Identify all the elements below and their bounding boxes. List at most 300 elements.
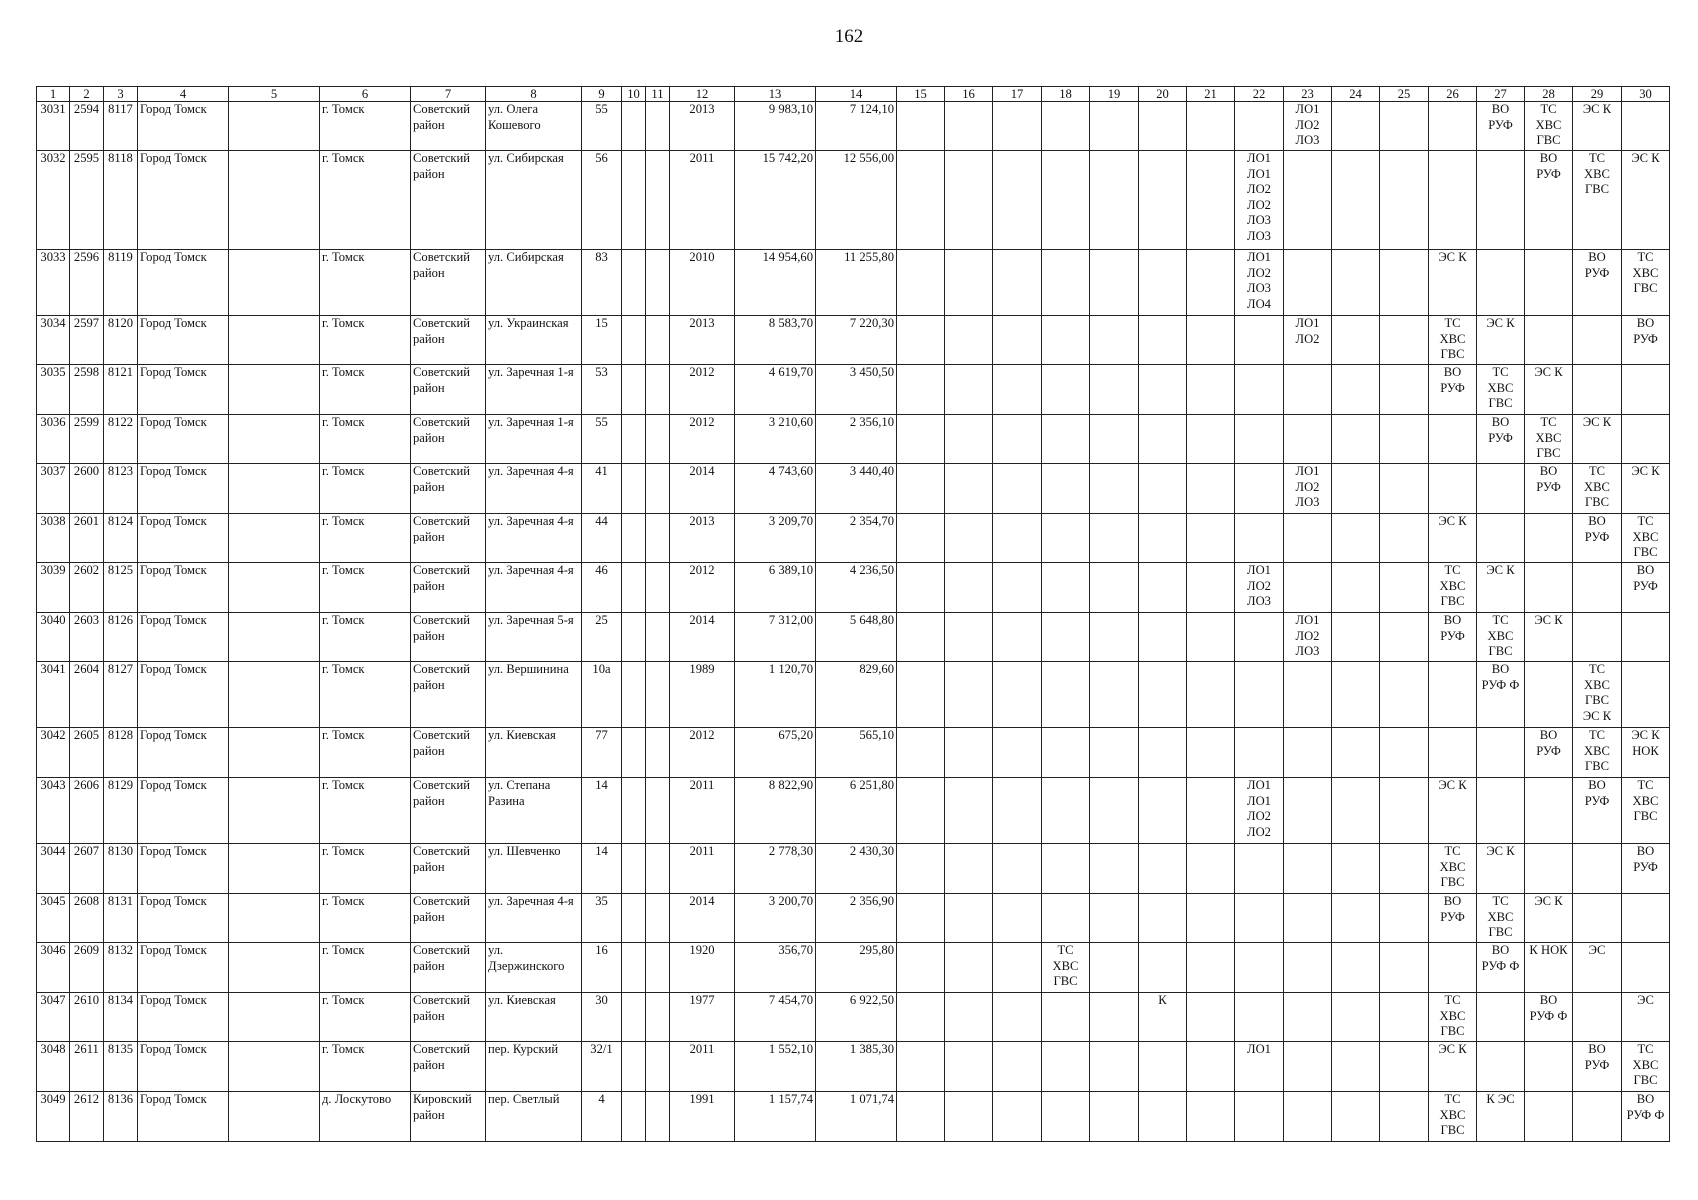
- cell-col-9: 46: [582, 563, 622, 613]
- cell-col-29: [1573, 844, 1622, 894]
- cell-col-18: [1042, 415, 1090, 464]
- cell-col-5: [229, 102, 320, 151]
- cell-col-17: [993, 464, 1042, 514]
- cell-col-6: г. Томск: [320, 316, 411, 365]
- cell-col-12: 1977: [670, 993, 735, 1042]
- cell-col-12: 2011: [670, 151, 735, 250]
- cell-col-23: [1284, 943, 1332, 993]
- cell-col-13: 14 954,60: [735, 250, 816, 316]
- table-row: [37, 993, 1670, 1042]
- cell-col-27: [1477, 1042, 1525, 1092]
- cell-col-10: [622, 894, 646, 943]
- cell-col-10: [622, 365, 646, 415]
- table-row: [37, 894, 1670, 943]
- cell-col-26: [1429, 102, 1477, 151]
- cell-col-5: [229, 365, 320, 415]
- cell-col-1: 3034: [37, 316, 70, 365]
- cell-col-7: Советский район: [411, 943, 486, 993]
- column-header-7: 7: [411, 87, 486, 102]
- cell-col-8: ул. Киевская: [486, 728, 582, 778]
- cell-col-30: ЭС К: [1622, 151, 1670, 250]
- cell-col-23: [1284, 563, 1332, 613]
- cell-col-7: Советский район: [411, 894, 486, 943]
- cell-col-29: [1573, 1092, 1622, 1142]
- column-header-13: 13: [735, 87, 816, 102]
- cell-col-12: 2011: [670, 844, 735, 894]
- column-header-11: 11: [646, 87, 670, 102]
- cell-col-26: ТС ХВС ГВС: [1429, 993, 1477, 1042]
- cell-col-16: [945, 365, 993, 415]
- cell-col-25: [1380, 151, 1429, 250]
- cell-col-20: [1139, 514, 1187, 563]
- table-row: [37, 943, 1670, 993]
- cell-col-5: [229, 514, 320, 563]
- cell-col-2: 2605: [70, 728, 104, 778]
- cell-col-6: г. Томск: [320, 1042, 411, 1092]
- cell-col-25: [1380, 1092, 1429, 1142]
- cell-col-28: ТС ХВС ГВС: [1525, 102, 1573, 151]
- cell-col-12: 2010: [670, 250, 735, 316]
- cell-col-8: пер. Курский: [486, 1042, 582, 1092]
- cell-col-4: Город Томск: [138, 514, 229, 563]
- cell-col-15: [897, 613, 945, 662]
- cell-col-22: ЛО1 ЛО1 ЛО2 ЛО2 ЛО3 ЛО3: [1235, 151, 1284, 250]
- column-header-23: 23: [1284, 87, 1332, 102]
- column-header-4: 4: [138, 87, 229, 102]
- cell-col-4: Город Томск: [138, 415, 229, 464]
- cell-col-14: 565,10: [816, 728, 897, 778]
- cell-col-5: [229, 993, 320, 1042]
- cell-col-7: Советский район: [411, 250, 486, 316]
- column-header-20: 20: [1139, 87, 1187, 102]
- cell-col-16: [945, 464, 993, 514]
- cell-col-8: ул. Дзержинского: [486, 943, 582, 993]
- cell-col-28: [1525, 563, 1573, 613]
- cell-col-18: [1042, 613, 1090, 662]
- cell-col-15: [897, 464, 945, 514]
- cell-col-19: [1090, 1042, 1139, 1092]
- cell-col-24: [1332, 1092, 1380, 1142]
- cell-col-21: [1187, 514, 1235, 563]
- cell-col-7: Советский район: [411, 844, 486, 894]
- cell-col-7: Советский район: [411, 1042, 486, 1092]
- cell-col-19: [1090, 102, 1139, 151]
- cell-col-4: Город Томск: [138, 250, 229, 316]
- table-row: [37, 250, 1670, 316]
- cell-col-2: 2594: [70, 102, 104, 151]
- cell-col-8: ул. Степана Разина: [486, 778, 582, 844]
- table-row: [37, 1042, 1670, 1092]
- cell-col-5: [229, 613, 320, 662]
- cell-col-23: ЛО1 ЛО2 ЛО3: [1284, 613, 1332, 662]
- cell-col-20: [1139, 1042, 1187, 1092]
- column-header-6: 6: [320, 87, 411, 102]
- cell-col-17: [993, 563, 1042, 613]
- cell-col-11: [646, 415, 670, 464]
- cell-col-16: [945, 514, 993, 563]
- cell-col-25: [1380, 613, 1429, 662]
- cell-col-28: ЭС К: [1525, 613, 1573, 662]
- cell-col-26: ВО РУФ: [1429, 365, 1477, 415]
- cell-col-4: Город Томск: [138, 613, 229, 662]
- column-header-22: 22: [1235, 87, 1284, 102]
- cell-col-18: [1042, 464, 1090, 514]
- cell-col-23: [1284, 844, 1332, 894]
- cell-col-25: [1380, 250, 1429, 316]
- cell-col-8: ул. Киевская: [486, 993, 582, 1042]
- cell-col-29: [1573, 563, 1622, 613]
- cell-col-17: [993, 943, 1042, 993]
- cell-col-21: [1187, 563, 1235, 613]
- cell-col-5: [229, 844, 320, 894]
- cell-col-17: [993, 1042, 1042, 1092]
- cell-col-23: ЛО1 ЛО2: [1284, 316, 1332, 365]
- cell-col-14: 829,60: [816, 662, 897, 728]
- cell-col-14: 2 356,10: [816, 415, 897, 464]
- cell-col-6: г. Томск: [320, 102, 411, 151]
- cell-col-14: 12 556,00: [816, 151, 897, 250]
- cell-col-17: [993, 151, 1042, 250]
- column-header-16: 16: [945, 87, 993, 102]
- cell-col-17: [993, 415, 1042, 464]
- cell-col-30: ВО РУФ: [1622, 316, 1670, 365]
- cell-col-6: г. Томск: [320, 894, 411, 943]
- cell-col-21: [1187, 943, 1235, 993]
- cell-col-7: Советский район: [411, 316, 486, 365]
- cell-col-26: ТС ХВС ГВС: [1429, 563, 1477, 613]
- cell-col-3: 8122: [104, 415, 138, 464]
- cell-col-24: [1332, 613, 1380, 662]
- cell-col-27: [1477, 151, 1525, 250]
- cell-col-8: ул. Заречная 4-я: [486, 464, 582, 514]
- cell-col-2: 2610: [70, 993, 104, 1042]
- cell-col-5: [229, 151, 320, 250]
- cell-col-23: [1284, 365, 1332, 415]
- cell-col-12: 2014: [670, 894, 735, 943]
- cell-col-29: ТС ХВС ГВС ЭС К: [1573, 662, 1622, 728]
- cell-col-18: [1042, 514, 1090, 563]
- column-header-1: 1: [37, 87, 70, 102]
- cell-col-20: [1139, 894, 1187, 943]
- cell-col-30: ЭС: [1622, 993, 1670, 1042]
- column-header-8: 8: [486, 87, 582, 102]
- cell-col-30: [1622, 662, 1670, 728]
- cell-col-15: [897, 102, 945, 151]
- column-header-18: 18: [1042, 87, 1090, 102]
- column-header-29: 29: [1573, 87, 1622, 102]
- cell-col-7: Советский район: [411, 464, 486, 514]
- cell-col-5: [229, 728, 320, 778]
- cell-col-30: ВО РУФ: [1622, 563, 1670, 613]
- cell-col-20: [1139, 613, 1187, 662]
- cell-col-2: 2601: [70, 514, 104, 563]
- cell-col-4: Город Томск: [138, 1042, 229, 1092]
- cell-col-27: ЭС К: [1477, 844, 1525, 894]
- cell-col-20: [1139, 151, 1187, 250]
- cell-col-18: [1042, 728, 1090, 778]
- cell-col-9: 10а: [582, 662, 622, 728]
- cell-col-25: [1380, 662, 1429, 728]
- cell-col-14: 7 124,10: [816, 102, 897, 151]
- cell-col-16: [945, 102, 993, 151]
- cell-col-12: 2012: [670, 563, 735, 613]
- cell-col-8: ул. Украинская: [486, 316, 582, 365]
- cell-col-18: [1042, 563, 1090, 613]
- cell-col-24: [1332, 943, 1380, 993]
- cell-col-27: [1477, 250, 1525, 316]
- cell-col-25: [1380, 464, 1429, 514]
- cell-col-3: 8131: [104, 894, 138, 943]
- cell-col-26: ЭС К: [1429, 1042, 1477, 1092]
- cell-col-13: 9 983,10: [735, 102, 816, 151]
- cell-col-19: [1090, 993, 1139, 1042]
- cell-col-17: [993, 102, 1042, 151]
- cell-col-11: [646, 514, 670, 563]
- cell-col-6: г. Томск: [320, 993, 411, 1042]
- cell-col-25: [1380, 1042, 1429, 1092]
- cell-col-16: [945, 613, 993, 662]
- cell-col-17: [993, 613, 1042, 662]
- cell-col-22: ЛО1 ЛО1 ЛО2 ЛО2: [1235, 778, 1284, 844]
- cell-col-14: 2 430,30: [816, 844, 897, 894]
- cell-col-12: 2011: [670, 1042, 735, 1092]
- cell-col-15: [897, 316, 945, 365]
- cell-col-9: 35: [582, 894, 622, 943]
- cell-col-27: К ЭС: [1477, 1092, 1525, 1142]
- cell-col-14: 2 354,70: [816, 514, 897, 563]
- cell-col-14: 6 922,50: [816, 993, 897, 1042]
- table-row: [37, 151, 1670, 250]
- cell-col-15: [897, 943, 945, 993]
- cell-col-4: Город Томск: [138, 1092, 229, 1142]
- cell-col-15: [897, 250, 945, 316]
- cell-col-11: [646, 365, 670, 415]
- cell-col-30: ТС ХВС ГВС: [1622, 514, 1670, 563]
- cell-col-25: [1380, 943, 1429, 993]
- cell-col-19: [1090, 613, 1139, 662]
- cell-col-7: Советский район: [411, 102, 486, 151]
- cell-col-15: [897, 844, 945, 894]
- cell-col-9: 16: [582, 943, 622, 993]
- cell-col-1: 3038: [37, 514, 70, 563]
- cell-col-7: Советский район: [411, 728, 486, 778]
- table-row: [37, 613, 1670, 662]
- table-row: [37, 365, 1670, 415]
- cell-col-25: [1380, 415, 1429, 464]
- cell-col-28: ЭС К: [1525, 894, 1573, 943]
- cell-col-22: [1235, 894, 1284, 943]
- cell-col-8: ул. Заречная 4-я: [486, 894, 582, 943]
- cell-col-16: [945, 1042, 993, 1092]
- cell-col-17: [993, 662, 1042, 728]
- cell-col-27: [1477, 514, 1525, 563]
- cell-col-11: [646, 613, 670, 662]
- cell-col-21: [1187, 894, 1235, 943]
- cell-col-28: [1525, 1092, 1573, 1142]
- cell-col-20: [1139, 316, 1187, 365]
- cell-col-17: [993, 728, 1042, 778]
- cell-col-13: 3 200,70: [735, 894, 816, 943]
- cell-col-6: г. Томск: [320, 151, 411, 250]
- cell-col-18: [1042, 365, 1090, 415]
- cell-col-10: [622, 514, 646, 563]
- cell-col-12: 2012: [670, 415, 735, 464]
- cell-col-4: Город Томск: [138, 894, 229, 943]
- column-header-12: 12: [670, 87, 735, 102]
- column-header-28: 28: [1525, 87, 1573, 102]
- cell-col-9: 30: [582, 993, 622, 1042]
- cell-col-17: [993, 514, 1042, 563]
- cell-col-1: 3031: [37, 102, 70, 151]
- cell-col-15: [897, 1092, 945, 1142]
- cell-col-7: Советский район: [411, 415, 486, 464]
- table-row: [37, 728, 1670, 778]
- cell-col-29: [1573, 993, 1622, 1042]
- cell-col-22: [1235, 613, 1284, 662]
- cell-col-13: 7 454,70: [735, 993, 816, 1042]
- cell-col-28: [1525, 1042, 1573, 1092]
- cell-col-3: 8134: [104, 993, 138, 1042]
- cell-col-19: [1090, 778, 1139, 844]
- cell-col-3: 8129: [104, 778, 138, 844]
- cell-col-2: 2603: [70, 613, 104, 662]
- cell-col-24: [1332, 993, 1380, 1042]
- cell-col-10: [622, 464, 646, 514]
- cell-col-5: [229, 464, 320, 514]
- cell-col-13: 3 209,70: [735, 514, 816, 563]
- cell-col-8: ул. Олега Кошевого: [486, 102, 582, 151]
- cell-col-26: [1429, 943, 1477, 993]
- cell-col-21: [1187, 778, 1235, 844]
- cell-col-3: 8136: [104, 1092, 138, 1142]
- cell-col-11: [646, 844, 670, 894]
- cell-col-25: [1380, 102, 1429, 151]
- table-row: [37, 316, 1670, 365]
- cell-col-7: Советский район: [411, 778, 486, 844]
- cell-col-9: 77: [582, 728, 622, 778]
- cell-col-7: Советский район: [411, 365, 486, 415]
- cell-col-23: [1284, 894, 1332, 943]
- cell-col-12: 1920: [670, 943, 735, 993]
- cell-col-15: [897, 563, 945, 613]
- cell-col-3: 8117: [104, 102, 138, 151]
- cell-col-20: [1139, 102, 1187, 151]
- table-row: [37, 662, 1670, 728]
- cell-col-13: 8 583,70: [735, 316, 816, 365]
- cell-col-26: ТС ХВС ГВС: [1429, 1092, 1477, 1142]
- cell-col-25: [1380, 993, 1429, 1042]
- cell-col-1: 3032: [37, 151, 70, 250]
- column-header-17: 17: [993, 87, 1042, 102]
- cell-col-25: [1380, 365, 1429, 415]
- cell-col-28: [1525, 662, 1573, 728]
- cell-col-3: 8132: [104, 943, 138, 993]
- cell-col-26: [1429, 415, 1477, 464]
- cell-col-24: [1332, 728, 1380, 778]
- cell-col-24: [1332, 464, 1380, 514]
- cell-col-6: г. Томск: [320, 514, 411, 563]
- cell-col-6: г. Томск: [320, 563, 411, 613]
- cell-col-11: [646, 250, 670, 316]
- cell-col-23: [1284, 415, 1332, 464]
- cell-col-4: Город Томск: [138, 102, 229, 151]
- cell-col-3: 8124: [104, 514, 138, 563]
- cell-col-5: [229, 943, 320, 993]
- cell-col-11: [646, 1042, 670, 1092]
- cell-col-1: 3048: [37, 1042, 70, 1092]
- cell-col-28: ВО РУФ: [1525, 151, 1573, 250]
- cell-col-28: [1525, 778, 1573, 844]
- cell-col-11: [646, 894, 670, 943]
- cell-col-4: Город Томск: [138, 943, 229, 993]
- cell-col-13: 675,20: [735, 728, 816, 778]
- cell-col-20: [1139, 1092, 1187, 1142]
- cell-col-28: ТС ХВС ГВС: [1525, 415, 1573, 464]
- cell-col-28: ВО РУФ: [1525, 728, 1573, 778]
- cell-col-19: [1090, 728, 1139, 778]
- cell-col-29: ВО РУФ: [1573, 778, 1622, 844]
- cell-col-9: 56: [582, 151, 622, 250]
- cell-col-6: г. Томск: [320, 464, 411, 514]
- cell-col-2: 2596: [70, 250, 104, 316]
- cell-col-15: [897, 894, 945, 943]
- cell-col-30: ВО РУФ: [1622, 844, 1670, 894]
- cell-col-11: [646, 151, 670, 250]
- cell-col-13: 356,70: [735, 943, 816, 993]
- cell-col-3: 8135: [104, 1042, 138, 1092]
- cell-col-21: [1187, 316, 1235, 365]
- cell-col-3: 8118: [104, 151, 138, 250]
- cell-col-13: 1 157,74: [735, 1092, 816, 1142]
- column-header-14: 14: [816, 87, 897, 102]
- cell-col-22: [1235, 1092, 1284, 1142]
- cell-col-19: [1090, 894, 1139, 943]
- cell-col-2: 2609: [70, 943, 104, 993]
- cell-col-6: г. Томск: [320, 728, 411, 778]
- cell-col-27: ЭС К: [1477, 316, 1525, 365]
- cell-col-6: г. Томск: [320, 415, 411, 464]
- cell-col-21: [1187, 1092, 1235, 1142]
- cell-col-14: 1 071,74: [816, 1092, 897, 1142]
- cell-col-3: 8128: [104, 728, 138, 778]
- cell-col-19: [1090, 514, 1139, 563]
- cell-col-8: ул. Сибирская: [486, 250, 582, 316]
- column-number-header-row: [37, 87, 1670, 102]
- cell-col-20: [1139, 464, 1187, 514]
- cell-col-1: 3035: [37, 365, 70, 415]
- cell-col-8: ул. Шевченко: [486, 844, 582, 894]
- cell-col-10: [622, 728, 646, 778]
- cell-col-30: [1622, 943, 1670, 993]
- cell-col-8: ул. Сибирская: [486, 151, 582, 250]
- cell-col-1: 3040: [37, 613, 70, 662]
- cell-col-11: [646, 778, 670, 844]
- cell-col-10: [622, 662, 646, 728]
- column-header-3: 3: [104, 87, 138, 102]
- cell-col-30: [1622, 102, 1670, 151]
- cell-col-6: г. Томск: [320, 613, 411, 662]
- cell-col-3: 8126: [104, 613, 138, 662]
- cell-col-9: 25: [582, 613, 622, 662]
- cell-col-26: ЭС К: [1429, 250, 1477, 316]
- cell-col-4: Город Томск: [138, 563, 229, 613]
- column-header-26: 26: [1429, 87, 1477, 102]
- cell-col-4: Город Томск: [138, 365, 229, 415]
- cell-col-25: [1380, 778, 1429, 844]
- cell-col-14: 11 255,80: [816, 250, 897, 316]
- cell-col-4: Город Томск: [138, 844, 229, 894]
- cell-col-20: [1139, 844, 1187, 894]
